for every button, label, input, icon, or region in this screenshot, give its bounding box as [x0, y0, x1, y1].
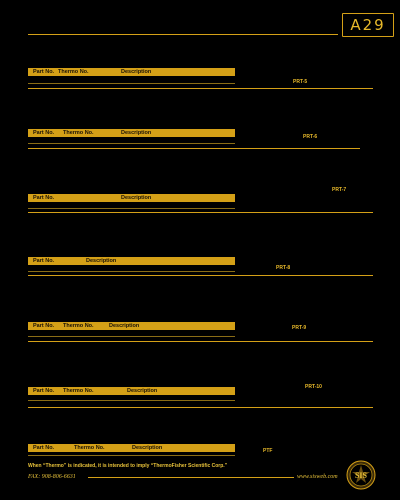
thermo-no-label: Thermo No. — [63, 323, 94, 329]
section-bottom-rule — [28, 88, 373, 89]
image-label: PRT-5 — [293, 79, 308, 85]
description-label: Description — [121, 69, 152, 75]
fax-number: FAX: 908-806-6631 — [28, 474, 76, 480]
description-label: Description — [86, 258, 117, 264]
section-bottom-rule — [28, 341, 373, 342]
product-section-prt-5 — [0, 68, 400, 108]
sis-logo-icon — [346, 460, 376, 490]
description-label: Description — [121, 195, 152, 201]
part-no-label: Part No. — [33, 195, 55, 201]
row-rule — [28, 455, 235, 456]
row-rule — [28, 400, 235, 401]
top-rule — [28, 34, 338, 35]
section-bottom-rule — [28, 148, 360, 149]
section-header-bar — [28, 257, 235, 265]
row-rule — [28, 83, 235, 84]
image-label: PRT-6 — [303, 134, 318, 140]
product-section-prt-7 — [0, 187, 400, 234]
description-label: Description — [109, 323, 140, 329]
section-bottom-rule — [28, 407, 373, 408]
description-label: Description — [121, 130, 152, 136]
description-label: Description — [132, 445, 163, 451]
part-no-label: Part No. — [33, 323, 55, 329]
image-label: PRT-7 — [332, 187, 347, 193]
footer-rule — [88, 477, 294, 478]
thermo-footnote: When “Thermo” is indicated, it is intended to imply “ThermoFisher Scientific Corp.” — [28, 463, 228, 469]
page-number: A29 — [350, 16, 386, 34]
row-rule — [28, 271, 235, 272]
image-label: PRT-9 — [292, 325, 307, 331]
row-rule — [28, 336, 235, 337]
website-link[interactable]: www.sisweb.com — [297, 474, 338, 480]
product-section-prt-6 — [0, 129, 400, 169]
thermo-no-label: Thermo No. — [63, 388, 94, 394]
description-label: Description — [127, 388, 158, 394]
thermo-no-label: Thermo No. — [58, 69, 89, 75]
part-no-label: Part No. — [33, 445, 55, 451]
image-label: PTF — [263, 448, 273, 454]
thermo-no-label: Thermo No. — [63, 130, 94, 136]
product-section-prt-8 — [0, 257, 400, 297]
image-label: PRT-8 — [276, 265, 291, 271]
row-rule — [28, 208, 235, 209]
section-bottom-rule — [28, 212, 373, 213]
part-no-label: Part No. — [33, 388, 55, 394]
section-bottom-rule — [28, 275, 373, 276]
part-no-label: Part No. — [33, 258, 55, 264]
image-label: PRT-10 — [305, 384, 322, 390]
product-section-prt-9 — [0, 322, 400, 362]
row-rule — [28, 143, 235, 144]
thermo-no-label: Thermo No. — [74, 445, 105, 451]
part-no-label: Part No. — [33, 69, 55, 75]
logo-text: SIS — [354, 471, 368, 480]
part-no-label: Part No. — [33, 130, 55, 136]
page-number-tab — [342, 13, 394, 37]
product-section-prt-10 — [0, 384, 400, 427]
